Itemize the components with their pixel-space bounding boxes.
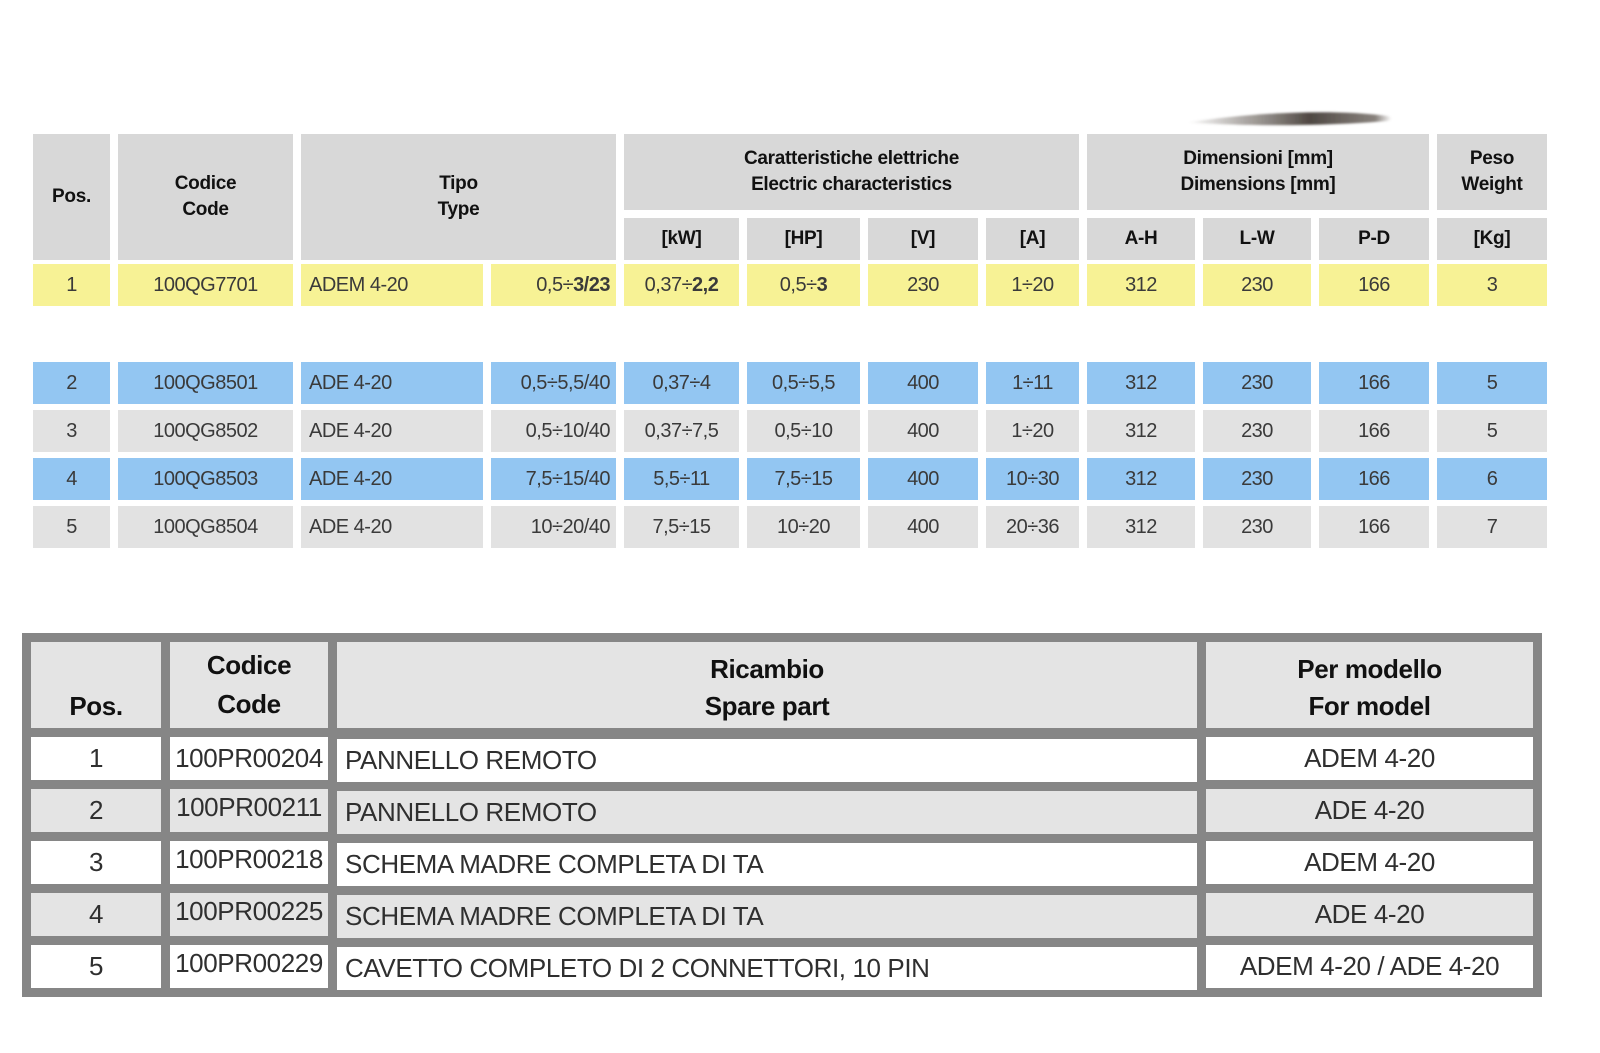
hp-cell: 0,5÷ 3 bbox=[747, 264, 860, 306]
pos-cell: 1 bbox=[33, 264, 110, 306]
spares-header-pos bbox=[31, 642, 161, 728]
pd-cell: 166 bbox=[1319, 362, 1429, 404]
kg-cell: 5 bbox=[1437, 410, 1547, 452]
kw-cell: 0,37÷ 2,2 bbox=[624, 264, 739, 306]
v-cell: 400 bbox=[868, 362, 978, 404]
header-dimensions-line2: Dimensions [mm] bbox=[1180, 174, 1336, 195]
header-dimensions-line1: Dimensioni [mm] bbox=[1183, 148, 1333, 170]
code-cell: 100PR00229 bbox=[170, 945, 328, 988]
v-cell: 230 bbox=[868, 264, 978, 306]
v-cell: 400 bbox=[868, 410, 978, 452]
header-tipo-line2: Type bbox=[437, 199, 480, 220]
type-cell: ADE 4-20 bbox=[301, 506, 483, 548]
spares-header-ricambio-line1: Ricambio bbox=[710, 654, 824, 684]
kg-cell: 3 bbox=[1437, 264, 1547, 306]
header-codice bbox=[118, 134, 293, 260]
spec-row bbox=[33, 410, 1547, 452]
header-codice-line2: Code bbox=[182, 199, 229, 220]
kg-cell: 6 bbox=[1437, 458, 1547, 500]
pd-cell: 166 bbox=[1319, 410, 1429, 452]
code-cell: 100QG7701 bbox=[118, 264, 293, 306]
header-a: [A] bbox=[986, 218, 1079, 260]
ah-cell: 312 bbox=[1087, 264, 1195, 306]
spares-header-ricambio bbox=[337, 642, 1197, 728]
lw-cell: 230 bbox=[1203, 506, 1311, 548]
spares-header-model-line1: Per modello bbox=[1297, 654, 1442, 684]
v-cell: 400 bbox=[868, 458, 978, 500]
spec-row bbox=[33, 458, 1547, 500]
spare-part-cell: PANNELLO REMOTO bbox=[337, 739, 1197, 782]
kw-cell: 5,5÷11 bbox=[624, 458, 739, 500]
lw-cell: 230 bbox=[1203, 458, 1311, 500]
pos-cell: 3 bbox=[31, 841, 161, 884]
code-cell: 100PR00211 bbox=[170, 789, 328, 832]
spares-header-ricambio-line2: Spare part bbox=[704, 691, 830, 721]
header-dimensions bbox=[1087, 134, 1429, 210]
code-cell: 100QG8501 bbox=[118, 362, 293, 404]
model-cell: ADE 4-20 bbox=[1206, 789, 1533, 832]
swoosh-decoration-icon bbox=[1185, 107, 1400, 129]
pos-cell: 1 bbox=[31, 737, 161, 780]
kw-cell: 7,5÷15 bbox=[624, 506, 739, 548]
specs-table-header bbox=[33, 134, 1547, 260]
ah-cell: 312 bbox=[1087, 362, 1195, 404]
pos-cell: 3 bbox=[33, 410, 110, 452]
pos-cell: 4 bbox=[33, 458, 110, 500]
hp-cell: 0,5÷10 bbox=[747, 410, 860, 452]
rating-cell: 0,5÷5,5/40 bbox=[491, 362, 616, 404]
type-cell: ADEM 4-20 bbox=[301, 264, 483, 306]
pos-cell: 2 bbox=[31, 789, 161, 832]
a-cell: 1÷20 bbox=[986, 410, 1079, 452]
ah-cell: 312 bbox=[1087, 458, 1195, 500]
code-cell: 100PR00204 bbox=[170, 737, 328, 780]
lw-cell: 230 bbox=[1203, 362, 1311, 404]
header-tipo-line1: Tipo bbox=[439, 173, 478, 195]
pos-cell: 4 bbox=[31, 893, 161, 936]
spare-parts-table bbox=[22, 633, 1542, 997]
spec-row bbox=[33, 362, 1547, 404]
a-cell: 1÷20 bbox=[986, 264, 1079, 306]
header-lw: L-W bbox=[1203, 218, 1311, 260]
header-pos-label: Pos. bbox=[52, 186, 91, 208]
pd-cell: 166 bbox=[1319, 264, 1429, 306]
code-cell: 100QG8502 bbox=[118, 410, 293, 452]
header-tipo bbox=[301, 134, 616, 260]
header-kw: [kW] bbox=[624, 218, 739, 260]
spare-part-cell: SCHEMA MADRE COMPLETA DI TA bbox=[337, 895, 1197, 938]
rating-cell: 0,5÷10/40 bbox=[491, 410, 616, 452]
header-electric-line2: Electric characteristics bbox=[751, 174, 952, 195]
model-cell: ADE 4-20 bbox=[1206, 893, 1533, 936]
pd-cell: 166 bbox=[1319, 506, 1429, 548]
pd-cell: 166 bbox=[1319, 458, 1429, 500]
code-cell: 100PR00218 bbox=[170, 841, 328, 884]
spares-header-codice-line2: Code bbox=[217, 689, 281, 719]
spec-row bbox=[33, 264, 1547, 306]
rating-cell: 7,5÷15/40 bbox=[491, 458, 616, 500]
code-cell: 100QG8504 bbox=[118, 506, 293, 548]
header-kg: [Kg] bbox=[1437, 218, 1547, 260]
a-cell: 20÷36 bbox=[986, 506, 1079, 548]
pos-cell: 2 bbox=[33, 362, 110, 404]
kg-cell: 7 bbox=[1437, 506, 1547, 548]
hp-cell: 10÷20 bbox=[747, 506, 860, 548]
header-pd: P-D bbox=[1319, 218, 1429, 260]
header-hp: [HP] bbox=[747, 218, 860, 260]
pos-cell: 5 bbox=[33, 506, 110, 548]
spare-part-cell: CAVETTO COMPLETO DI 2 CONNETTORI, 10 PIN bbox=[337, 947, 1197, 990]
a-cell: 10÷30 bbox=[986, 458, 1079, 500]
kg-cell: 5 bbox=[1437, 362, 1547, 404]
header-peso bbox=[1437, 134, 1547, 210]
model-cell: ADEM 4-20 / ADE 4-20 bbox=[1206, 945, 1533, 988]
spare-part-cell: SCHEMA MADRE COMPLETA DI TA bbox=[337, 843, 1197, 886]
spares-header-model bbox=[1206, 642, 1533, 728]
type-cell: ADE 4-20 bbox=[301, 458, 483, 500]
spares-header-codice-line1: Codice bbox=[206, 650, 292, 680]
pos-cell: 5 bbox=[31, 945, 161, 988]
kw-cell: 0,37÷7,5 bbox=[624, 410, 739, 452]
header-peso-line1: Peso bbox=[1469, 148, 1515, 170]
code-cell: 100PR00225 bbox=[170, 893, 328, 936]
header-peso-line2: Weight bbox=[1461, 174, 1523, 195]
code-cell: 100QG8503 bbox=[118, 458, 293, 500]
hp-cell: 0,5÷5,5 bbox=[747, 362, 860, 404]
header-codice-line1: Codice bbox=[174, 173, 237, 195]
rating-cell: 0,5÷ 3/23 bbox=[491, 264, 616, 306]
a-cell: 1÷11 bbox=[986, 362, 1079, 404]
header-v: [V] bbox=[868, 218, 978, 260]
header-electric-line1: Caratteristiche elettriche bbox=[743, 148, 959, 170]
kw-cell: 0,37÷4 bbox=[624, 362, 739, 404]
spare-part-cell: PANNELLO REMOTO bbox=[337, 791, 1197, 834]
model-cell: ADEM 4-20 bbox=[1206, 841, 1533, 884]
hp-cell: 7,5÷15 bbox=[747, 458, 860, 500]
header-pos bbox=[33, 134, 110, 260]
model-cell: ADEM 4-20 bbox=[1206, 737, 1533, 780]
header-ah: A-H bbox=[1087, 218, 1195, 260]
rating-cell: 10÷20/40 bbox=[491, 506, 616, 548]
spec-row bbox=[33, 506, 1547, 548]
type-cell: ADE 4-20 bbox=[301, 410, 483, 452]
spares-header-codice bbox=[170, 642, 328, 728]
lw-cell: 230 bbox=[1203, 410, 1311, 452]
header-electric bbox=[624, 134, 1079, 210]
lw-cell: 230 bbox=[1203, 264, 1311, 306]
type-cell: ADE 4-20 bbox=[301, 362, 483, 404]
ah-cell: 312 bbox=[1087, 410, 1195, 452]
ah-cell: 312 bbox=[1087, 506, 1195, 548]
spares-header-model-line2: For model bbox=[1308, 691, 1431, 721]
v-cell: 400 bbox=[868, 506, 978, 548]
spares-header-pos-label: Pos. bbox=[69, 691, 123, 721]
